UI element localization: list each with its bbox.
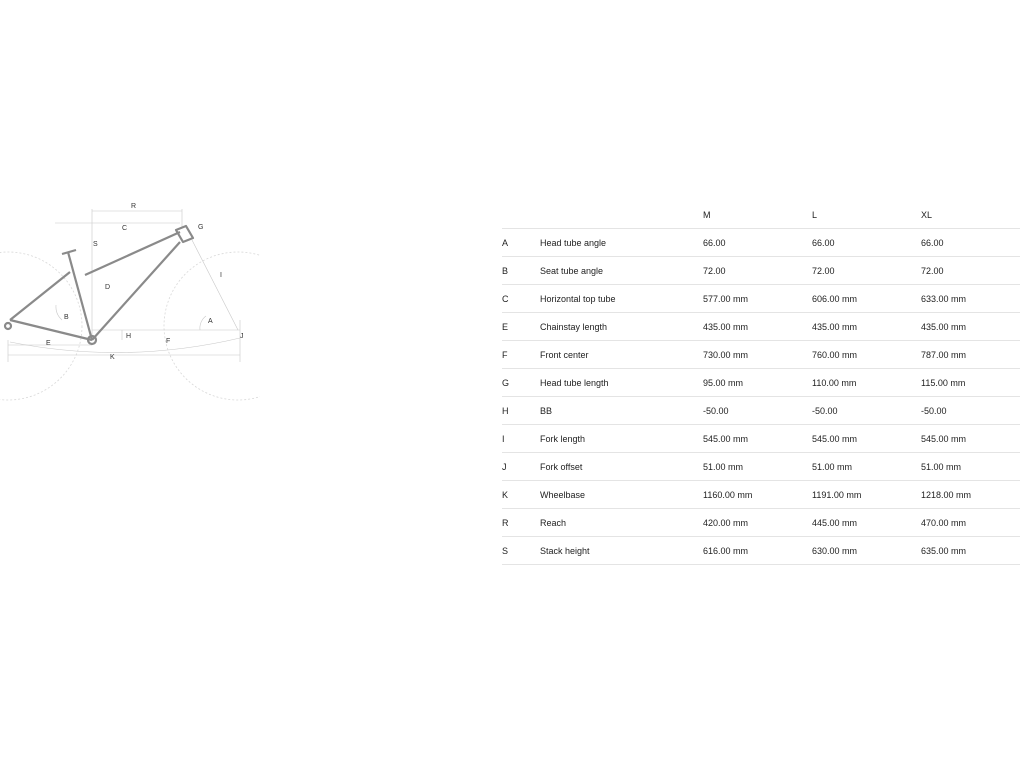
row-value-m: 577.00 mm [703, 285, 812, 313]
label-k: K [110, 354, 115, 361]
frame-geometry-diagram [0, 190, 260, 410]
row-name: Horizontal top tube [540, 285, 703, 313]
row-value-xl: 1218.00 mm [921, 481, 1020, 509]
header-name [540, 202, 703, 229]
bike-frame-drawing [0, 190, 260, 410]
row-value-l: 445.00 mm [812, 509, 921, 537]
row-value-l: 606.00 mm [812, 285, 921, 313]
geometry-table [502, 202, 1020, 565]
row-value-xl: 635.00 mm [921, 537, 1020, 565]
row-code: A [502, 229, 540, 257]
row-value-l: 630.00 mm [812, 537, 921, 565]
label-g: G [198, 224, 204, 231]
row-code: J [502, 453, 540, 481]
row-code: F [502, 341, 540, 369]
table-row [502, 425, 1020, 453]
row-value-m: 1160.00 mm [703, 481, 812, 509]
row-value-l: 66.00 [812, 229, 921, 257]
label-j: J [240, 333, 244, 340]
row-value-xl: 51.00 mm [921, 453, 1020, 481]
row-code: H [502, 397, 540, 425]
row-value-xl: 470.00 mm [921, 509, 1020, 537]
header-size-l: L [812, 202, 921, 229]
row-value-xl: 72.00 [921, 257, 1020, 285]
row-name: Fork offset [540, 453, 703, 481]
table-row [502, 369, 1020, 397]
row-value-m: 66.00 [703, 229, 812, 257]
row-name: Fork length [540, 425, 703, 453]
table-row [502, 537, 1020, 565]
row-code: E [502, 313, 540, 341]
row-value-m: 435.00 mm [703, 313, 812, 341]
table-header-row [502, 202, 1020, 229]
row-code: K [502, 481, 540, 509]
label-s: S [93, 241, 98, 248]
row-value-xl: 435.00 mm [921, 313, 1020, 341]
label-f: F [166, 338, 171, 345]
label-e: E [46, 340, 51, 347]
row-code: R [502, 509, 540, 537]
row-name: Chainstay length [540, 313, 703, 341]
row-value-l: -50.00 [812, 397, 921, 425]
row-name: BB [540, 397, 703, 425]
row-name: Head tube length [540, 369, 703, 397]
rear-wheel [0, 252, 82, 400]
label-d: D [105, 284, 111, 291]
row-value-m: 730.00 mm [703, 341, 812, 369]
table-row [502, 285, 1020, 313]
row-name: Wheelbase [540, 481, 703, 509]
label-b: B [64, 314, 69, 321]
header-size-m: M [703, 202, 812, 229]
row-value-m: 420.00 mm [703, 509, 812, 537]
row-value-l: 760.00 mm [812, 341, 921, 369]
row-code: I [502, 425, 540, 453]
row-code: G [502, 369, 540, 397]
header-code [502, 202, 540, 229]
table-row [502, 341, 1020, 369]
row-value-xl: 787.00 mm [921, 341, 1020, 369]
row-value-l: 545.00 mm [812, 425, 921, 453]
label-h: H [126, 333, 132, 340]
row-value-m: 51.00 mm [703, 453, 812, 481]
row-value-l: 435.00 mm [812, 313, 921, 341]
row-value-l: 51.00 mm [812, 453, 921, 481]
row-name: Seat tube angle [540, 257, 703, 285]
row-value-m: 95.00 mm [703, 369, 812, 397]
row-value-m: 616.00 mm [703, 537, 812, 565]
row-value-m: 72.00 [703, 257, 812, 285]
row-value-xl: 545.00 mm [921, 425, 1020, 453]
table-row [502, 229, 1020, 257]
label-r: R [131, 203, 137, 210]
row-value-m: 545.00 mm [703, 425, 812, 453]
header-size-xl: XL [921, 202, 1020, 229]
table-row [502, 257, 1020, 285]
table-row [502, 453, 1020, 481]
row-value-xl: 66.00 [921, 229, 1020, 257]
label-i: I [220, 272, 222, 279]
row-code: S [502, 537, 540, 565]
row-name: Reach [540, 509, 703, 537]
row-name: Stack height [540, 537, 703, 565]
row-name: Head tube angle [540, 229, 703, 257]
label-c: C [122, 225, 128, 232]
table-row [502, 397, 1020, 425]
frame-tubes [5, 226, 193, 344]
row-value-l: 72.00 [812, 257, 921, 285]
row-name: Front center [540, 341, 703, 369]
row-value-l: 110.00 mm [812, 369, 921, 397]
row-code: B [502, 257, 540, 285]
table-row [502, 313, 1020, 341]
row-code: C [502, 285, 540, 313]
table-row [502, 509, 1020, 537]
table-row [502, 481, 1020, 509]
label-a: A [208, 318, 213, 325]
row-value-l: 1191.00 mm [812, 481, 921, 509]
row-value-xl: 633.00 mm [921, 285, 1020, 313]
row-value-xl: -50.00 [921, 397, 1020, 425]
row-value-xl: 115.00 mm [921, 369, 1020, 397]
row-value-m: -50.00 [703, 397, 812, 425]
front-wheel [164, 252, 260, 400]
